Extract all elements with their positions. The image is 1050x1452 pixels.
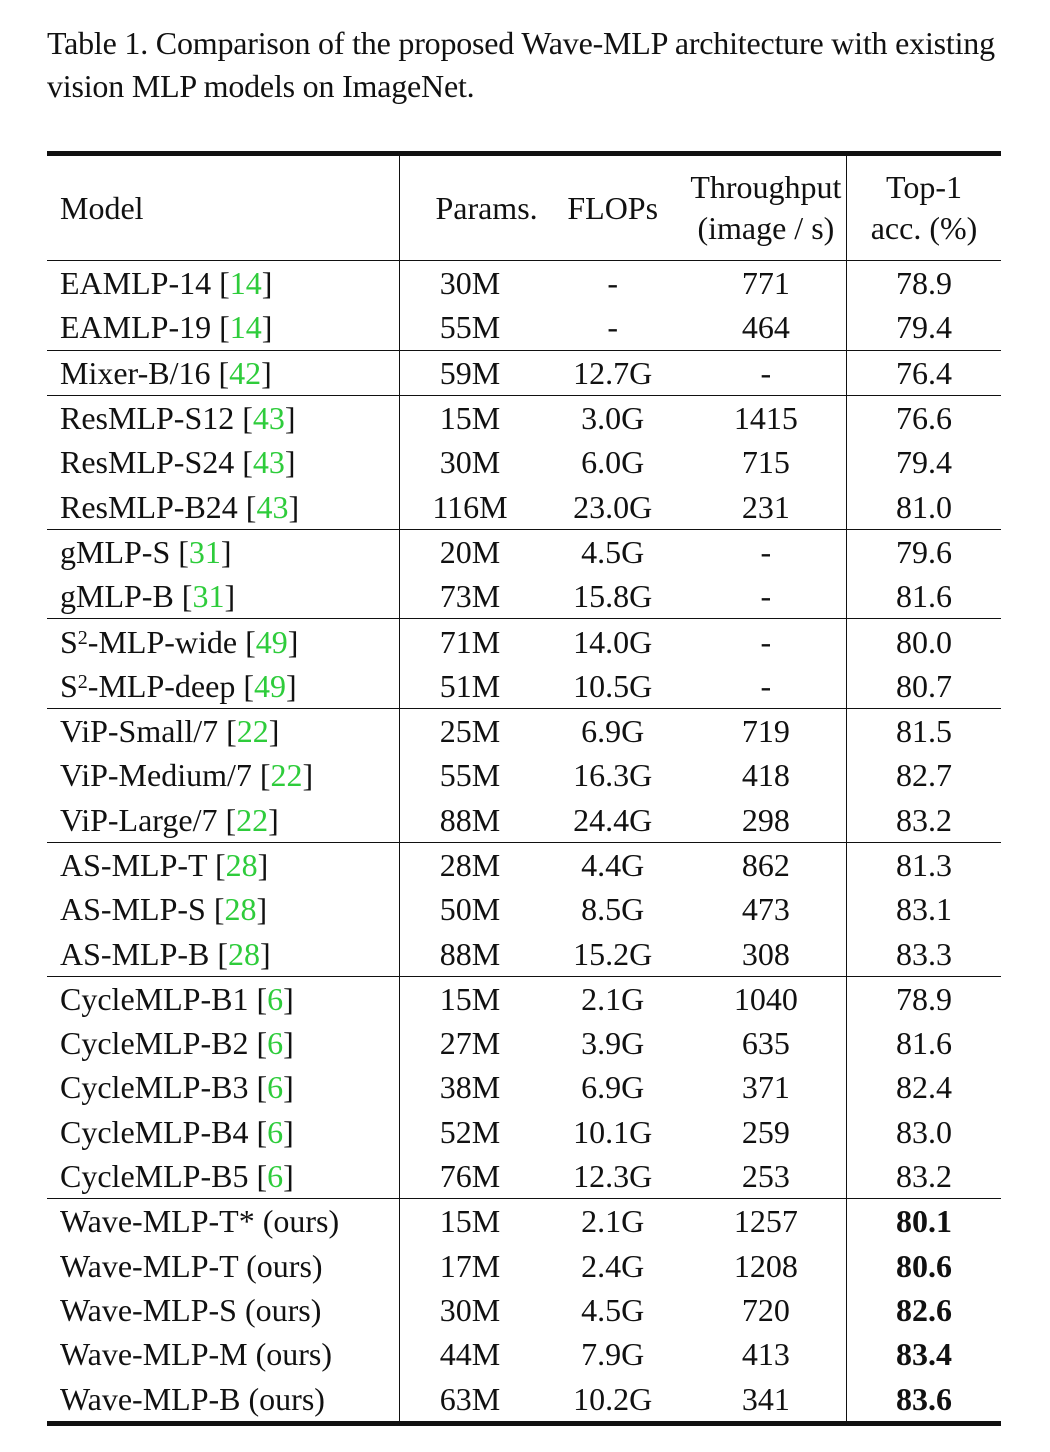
model-name: CycleMLP-B3 [60, 1069, 249, 1106]
cell-model: CycleMLP-B3 [6] [60, 1069, 294, 1106]
header-top1-acc [847, 154, 1002, 261]
table-row [47, 1199, 1001, 1244]
cell-throughput: 715 [741, 444, 790, 481]
model-name: Mixer-B/16 [60, 354, 211, 391]
cell-top1-acc: 76.4 [847, 350, 1002, 395]
cell-model: gMLP-S [31] [47, 529, 400, 574]
cell-throughput: 341 [686, 1376, 847, 1423]
citation-link[interactable]: 6 [267, 1113, 284, 1150]
table-row [47, 1332, 1001, 1376]
model-name: gMLP-S [60, 533, 171, 570]
cell-throughput: 464 [741, 309, 790, 346]
cell-model: CycleMLP-B4 [6] [60, 1113, 294, 1150]
cell-flops: 6.0G [581, 444, 645, 481]
model-name: ResMLP-S24 [60, 444, 235, 481]
cell-throughput: 1208 [733, 1247, 798, 1284]
cell-params: 51M [400, 664, 540, 709]
cell-params: 73M [400, 574, 540, 619]
header-throughput-line2: (image / s) [697, 210, 835, 246]
cell-params: 50M [400, 887, 540, 931]
table-row [47, 887, 1001, 931]
model-name: S [60, 667, 78, 704]
cell-model: ViP-Large/7 [22] [60, 801, 279, 838]
cell-params: 30M [400, 1288, 540, 1332]
cell-model: ResMLP-B24 [43] [60, 488, 300, 525]
cell-throughput: 253 [741, 1158, 790, 1195]
table-row [47, 529, 1001, 574]
header-acc-line1: Top-1 [886, 169, 962, 205]
cell-params: 15M [400, 1199, 540, 1244]
header-model: Model [60, 189, 144, 226]
table-row [47, 1288, 1001, 1332]
cell-top1-acc: 80.7 [847, 664, 1002, 709]
cell-flops: 7.9G [581, 1336, 645, 1373]
cell-top1-acc: 80.1 [847, 1199, 1002, 1244]
cell-model: gMLP-B [31] [60, 578, 236, 615]
cell-params: 71M [400, 619, 540, 664]
cell-model [47, 1288, 400, 1332]
cell-throughput: 862 [686, 842, 847, 887]
table-row [47, 842, 1001, 887]
cell-throughput: - [760, 667, 772, 704]
cell-model: ResMLP-S24 [43] [60, 444, 296, 481]
cell-model: ViP-Medium/7 [22] [60, 757, 314, 794]
cell-params: 55M [400, 305, 540, 350]
cell-top1-acc: 81.3 [847, 842, 1002, 887]
model-name: AS-MLP-S [60, 891, 206, 928]
cell-flops: 24.4G [573, 801, 653, 838]
citation-link[interactable]: 22 [270, 757, 303, 794]
cell-top1-acc: 83.2 [847, 1154, 1002, 1199]
cell-params: 27M [400, 1021, 540, 1065]
citation-link[interactable]: 14 [229, 309, 262, 346]
cell-flops: - [607, 265, 619, 302]
cell-params: 63M [400, 1376, 540, 1423]
cell-params: 30M [400, 261, 540, 306]
cell-top1-acc: 83.1 [847, 887, 1002, 931]
table-row [47, 1110, 1001, 1154]
table-row [47, 395, 1001, 440]
cell-throughput: 308 [741, 935, 790, 972]
cell-params: 38M [400, 1065, 540, 1109]
citation-link[interactable]: 31 [192, 578, 225, 615]
cell-flops: 15.2G [573, 935, 653, 972]
model-name: S [60, 623, 78, 660]
model-name: CycleMLP-B4 [60, 1113, 249, 1150]
cell-model: $S^2-MLP$-deep [49] [60, 667, 297, 704]
cell-params: 44M [400, 1332, 540, 1376]
cell-throughput: 259 [741, 1113, 790, 1150]
citation-link[interactable]: 6 [267, 980, 284, 1017]
cell-top1-acc: 83.6 [847, 1376, 1002, 1423]
cell-throughput: - [760, 578, 772, 615]
table-caption: Table 1. Comparison of the proposed Wave-MLP architecture with existing vision MLP models on ImageNet. [47, 25, 995, 104]
cell-model [47, 1376, 400, 1423]
cell-params: 28M [400, 842, 540, 887]
cell-throughput: 635 [741, 1025, 790, 1062]
cell-flops: 3.0G [540, 395, 686, 440]
cell-flops: 12.7G [540, 350, 686, 395]
model-name: Wave-MLP-T (ours) [60, 1247, 323, 1284]
cell-params: 88M [400, 931, 540, 976]
cell-top1-acc: 82.4 [847, 1065, 1002, 1109]
model-name: Wave-MLP-T* (ours) [60, 1203, 340, 1240]
table-row [47, 350, 1001, 395]
cell-top1-acc: 82.7 [847, 753, 1002, 797]
cell-model: Mixer-B/16 [42] [47, 350, 400, 395]
cell-top1-acc: 79.4 [847, 440, 1002, 484]
cell-model: CycleMLP-B2 [6] [60, 1025, 294, 1062]
cell-model [47, 1244, 400, 1288]
cell-flops: 4.5G [540, 529, 686, 574]
table-row [47, 753, 1001, 797]
cell-top1-acc: 76.6 [847, 395, 1002, 440]
model-name: AS-MLP-T [60, 847, 207, 883]
table-row [47, 798, 1001, 843]
cell-top1-acc: 81.0 [847, 484, 1002, 529]
table-row [47, 1154, 1001, 1199]
cell-top1-acc: 83.0 [847, 1110, 1002, 1154]
cell-model: EAMLP-19 [14] [60, 309, 273, 346]
cell-throughput: 719 [686, 708, 847, 753]
cell-model: AS-MLP-S [28] [60, 891, 268, 928]
cell-model: CycleMLP-B5 [6] [60, 1158, 294, 1195]
cell-params: 20M [400, 529, 540, 574]
citation-link[interactable]: 6 [267, 1158, 284, 1195]
cell-model [47, 1199, 400, 1244]
table-row [47, 440, 1001, 484]
cell-top1-acc: 83.2 [847, 798, 1002, 843]
citation-link[interactable]: 43 [256, 488, 289, 525]
model-name: Wave-MLP-M (ours) [60, 1336, 333, 1373]
model-name: EAMLP-14 [60, 265, 212, 302]
cell-flops: 10.1G [573, 1113, 653, 1150]
model-name: CycleMLP-B1 [60, 980, 249, 1017]
cell-model: CycleMLP-B1 [6] [47, 976, 400, 1021]
citation-link[interactable]: 22 [236, 801, 269, 838]
cell-throughput: 231 [741, 488, 790, 525]
cell-flops: 6.9G [540, 708, 686, 753]
citation-link[interactable]: 6 [267, 1025, 284, 1062]
cell-throughput: 1040 [686, 976, 847, 1021]
cell-flops: 2.1G [540, 976, 686, 1021]
cell-throughput: - [686, 529, 847, 574]
cell-throughput: - [686, 619, 847, 664]
cell-model: $S^2-MLP$-wide [49] [47, 619, 400, 664]
model-name-superscript: 2 [77, 670, 88, 693]
citation-link[interactable]: 31 [188, 533, 221, 570]
cell-model: ViP-Small/7 [22] [47, 708, 400, 753]
table-row [47, 976, 1001, 1021]
table-row [47, 484, 1001, 529]
cell-flops: 15.8G [573, 578, 653, 615]
cell-throughput: 1415 [686, 395, 847, 440]
cell-model [47, 1332, 400, 1376]
cell-params: 52M [400, 1110, 540, 1154]
model-name: gMLP-B [60, 578, 174, 615]
header-flops: FLOPs [567, 189, 659, 226]
cell-flops: 2.4G [581, 1247, 645, 1284]
model-name-suffix: -MLP-wide [87, 623, 238, 660]
model-name: EAMLP-19 [60, 309, 212, 346]
cell-params: 116M [400, 484, 540, 529]
cell-params: 15M [400, 976, 540, 1021]
model-name: Wave-MLP-B (ours) [60, 1380, 325, 1417]
cell-top1-acc: 78.9 [847, 261, 1002, 306]
citation-link[interactable]: 6 [267, 1069, 284, 1106]
table-row [47, 619, 1001, 664]
header-acc-line2: acc. (%) [870, 210, 978, 246]
cell-top1-acc: 79.6 [847, 529, 1002, 574]
cell-throughput: 473 [741, 891, 790, 928]
table-row [47, 261, 1001, 306]
cell-model: AS-MLP-B [28] [60, 935, 271, 972]
model-name: ViP-Large/7 [60, 801, 218, 838]
table-body [47, 261, 1001, 1424]
model-name: ViP-Small/7 [60, 713, 219, 750]
cell-top1-acc: 83.4 [847, 1332, 1002, 1376]
cell-flops: 16.3G [573, 757, 653, 794]
cell-flops: 4.5G [581, 1291, 645, 1328]
model-name: Wave-MLP-S (ours) [60, 1291, 322, 1328]
table-row [47, 1376, 1001, 1423]
table-row [47, 1244, 1001, 1288]
citation-link[interactable]: 43 [252, 444, 285, 481]
cell-throughput: 371 [741, 1069, 790, 1106]
citation-link[interactable]: 28 [224, 891, 257, 928]
cell-throughput: 298 [741, 801, 790, 838]
header-row [47, 154, 1001, 261]
cell-throughput: 771 [741, 265, 790, 302]
citation-link[interactable]: 43 [252, 400, 285, 437]
cell-params: 30M [400, 440, 540, 484]
cell-top1-acc: 81.6 [847, 574, 1002, 619]
cell-params: 15M [400, 395, 540, 440]
cell-params: 88M [400, 798, 540, 843]
comparison-table [47, 151, 1001, 1426]
cell-flops: 12.3G [573, 1158, 653, 1195]
cell-params: 25M [400, 708, 540, 753]
header-params: Params. [400, 154, 540, 261]
cell-flops: 10.2G [540, 1376, 686, 1423]
cell-top1-acc: 80.0 [847, 619, 1002, 664]
cell-params: 76M [400, 1154, 540, 1199]
model-name: CycleMLP-B5 [60, 1158, 249, 1195]
cell-params: 59M [400, 350, 540, 395]
model-name: ResMLP-B24 [60, 488, 238, 525]
table-row [47, 931, 1001, 976]
cell-top1-acc: 80.6 [847, 1244, 1002, 1288]
citation-link[interactable]: 42 [229, 354, 262, 391]
cell-flops: 10.5G [573, 667, 653, 704]
cell-top1-acc: 79.4 [847, 305, 1002, 350]
cell-flops: 14.0G [540, 619, 686, 664]
cell-flops: 23.0G [573, 488, 653, 525]
cell-throughput: 720 [741, 1291, 790, 1328]
cell-throughput: 413 [741, 1336, 790, 1373]
header-throughput [686, 154, 847, 261]
table-row [47, 305, 1001, 350]
citation-link[interactable]: 28 [225, 847, 258, 883]
cell-throughput: - [686, 350, 847, 395]
citation-link[interactable]: 22 [236, 713, 269, 750]
model-name-suffix: -MLP-deep [87, 667, 236, 704]
cell-params: 55M [400, 753, 540, 797]
cell-model: ResMLP-S12 [43] [47, 395, 400, 440]
cell-params: 17M [400, 1244, 540, 1288]
cell-flops: 8.5G [581, 891, 645, 928]
cell-top1-acc: 81.5 [847, 708, 1002, 753]
cell-throughput: 1257 [686, 1199, 847, 1244]
citation-link[interactable]: 49 [255, 623, 288, 660]
citation-link[interactable]: 28 [228, 935, 261, 972]
cell-top1-acc: 81.6 [847, 1021, 1002, 1065]
cell-top1-acc: 83.3 [847, 931, 1002, 976]
model-name: AS-MLP-B [60, 935, 210, 972]
cell-flops: 4.4G [540, 842, 686, 887]
table-row [47, 708, 1001, 753]
citation-link[interactable]: 14 [229, 265, 262, 302]
model-name: CycleMLP-B2 [60, 1025, 249, 1062]
cell-flops: - [607, 309, 619, 346]
cell-flops: 3.9G [581, 1025, 645, 1062]
table-row [47, 1065, 1001, 1109]
header-throughput-line1: Throughput [690, 169, 842, 205]
citation-link[interactable]: 49 [253, 667, 286, 704]
cell-throughput: 418 [741, 757, 790, 794]
table-row [47, 574, 1001, 619]
cell-top1-acc: 78.9 [847, 976, 1002, 1021]
model-name: ResMLP-S12 [60, 400, 235, 437]
cell-model: AS-MLP-T [28] [47, 842, 400, 887]
cell-top1-acc: 82.6 [847, 1288, 1002, 1332]
table-row [47, 664, 1001, 709]
cell-model: EAMLP-14 [14] [60, 265, 273, 302]
model-name-superscript: 2 [77, 626, 88, 649]
cell-flops: 2.1G [540, 1199, 686, 1244]
cell-flops: 6.9G [581, 1069, 645, 1106]
table-row [47, 1021, 1001, 1065]
model-name: ViP-Medium/7 [60, 757, 252, 794]
